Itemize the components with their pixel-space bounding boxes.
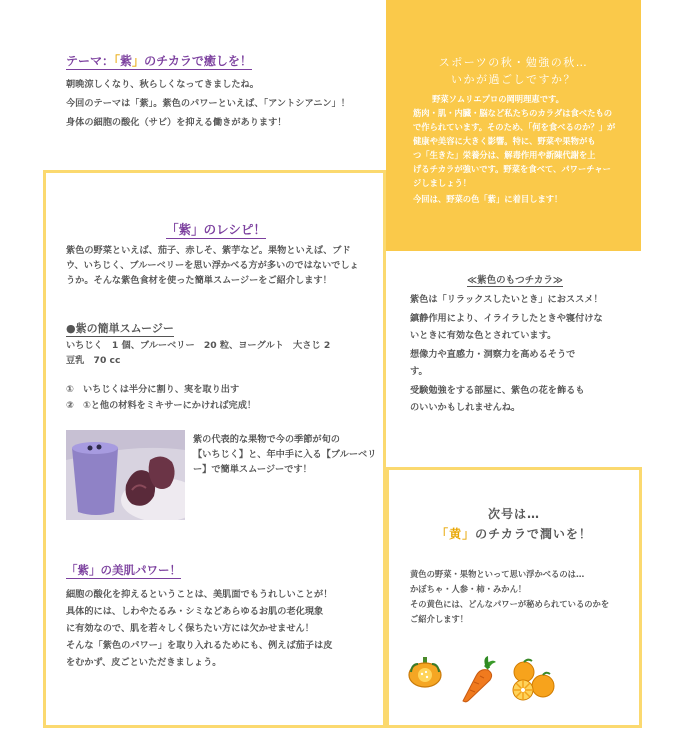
skin-body	[66, 586, 332, 671]
pumpkin-icon	[408, 656, 442, 692]
power-line-1: 紫色は「リラックスしたいとき」におススメ！	[410, 294, 603, 305]
next-title-keyword: 黄	[449, 527, 463, 541]
power-line-3: いときに有効な色とされています。	[410, 330, 557, 341]
theme-title-quote-close: 」	[132, 54, 145, 68]
next-line-3: その黄色には、どんなパワーが秘められているのかを	[410, 599, 610, 609]
smoothie-photo-illustration	[66, 430, 185, 520]
ingredient-line-1: いちじく 1 個、ブルーベリー 20 粒、ヨーグルト 大さじ 2	[66, 340, 331, 351]
next-title	[389, 504, 639, 544]
recipe-heading-text: 「紫」のレシピ！	[166, 222, 266, 237]
power-line-6: 受験勉強をする部屋に、紫色の花を飾るも	[410, 385, 585, 396]
power-line-7: のいいかもしれませんね。	[410, 402, 521, 413]
theme-title-text	[66, 54, 252, 70]
orange-icon	[508, 658, 556, 706]
intro-line-6: げるチカラが強いです。野菜を食べて、パワーチャー	[413, 164, 611, 174]
next-title-rest: のチカラで潤いを！	[475, 527, 592, 541]
intro-title	[386, 54, 641, 88]
next-line-4: ご紹介します！	[410, 614, 469, 624]
step-2: ② ①と他の材料をミキサーにかければ完成！	[66, 400, 257, 411]
theme-section	[66, 52, 376, 132]
recipe-intro-line-3: うか。そんな紫色食材を使った簡単スムージーをご紹介します！	[66, 275, 332, 286]
skin-line-3: に有効なので、肌を若々しく保ちたい方には欠かせません！	[66, 623, 314, 634]
photo-caption-line-3: ー】で簡単スムージーです！	[193, 464, 312, 475]
skin-heading-text: 「紫」の美肌パワー！	[66, 563, 181, 577]
skin-line-5: をむかず、皮ごといただきましょう。	[66, 657, 222, 668]
theme-title-keyword: 紫	[120, 54, 133, 68]
photo-caption-line-2: 【いちじく】と、年中手に入る【ブルーベリ	[193, 449, 377, 460]
intro-line-8: 今回は、野菜の色「紫」に着目します！	[413, 194, 563, 204]
next-title-line-2	[389, 524, 639, 544]
carrot-icon	[460, 656, 498, 708]
smoothie-title	[66, 320, 174, 336]
steps	[66, 382, 256, 414]
skin-line-4: そんな「紫色のパワー」を取り入れるためにも、例えば茄子は皮	[66, 640, 333, 651]
next-title-quote-open: 「	[436, 527, 450, 541]
power-line-2: 鎮静作用により、イライラしたときや寝付けな	[410, 313, 603, 324]
theme-title-quote-open: 「	[114, 54, 121, 68]
theme-line-1: 朝晩涼しくなり、秋らしくなってきましたね。	[66, 79, 259, 90]
smoothie-photo	[66, 430, 185, 520]
smoothie-title-text: ●紫の簡単スムージー	[66, 322, 174, 335]
theme-line-3: 身体の細胞の酸化（サビ）を抑える働きがあります！	[66, 117, 287, 128]
next-line-1: 黄色の野菜・果物といって思い浮かべるのは…	[410, 569, 585, 579]
power-line-4: 想像力や直感力・洞察力を高めるそうで	[410, 349, 576, 360]
step-1: ① いちじくは半分に割り、実を取り出す	[66, 384, 240, 395]
theme-title	[66, 52, 376, 69]
recipe-intro	[66, 243, 359, 288]
skin-heading	[66, 562, 181, 578]
next-title-quote-close: 」	[462, 527, 476, 541]
next-line-2: かぼちゃ・人参・柿・みかん！	[410, 584, 527, 594]
intro-line-2: 筋肉・肌・内臓・脳など私たちのカラダは食べたもの	[413, 108, 613, 118]
intro-line-3: で作られています。そのため、「何を食べるのか？」が	[413, 122, 616, 132]
photo-caption	[193, 432, 376, 477]
next-title-line-1: 次号は…	[487, 507, 540, 521]
ingredient-line-2: 豆乳 70 cc	[66, 355, 121, 366]
next-body	[410, 567, 609, 627]
theme-title-prefix: テーマ：	[66, 54, 115, 68]
power-body	[410, 291, 603, 416]
ingredients	[66, 338, 330, 368]
recipe-heading	[66, 220, 366, 238]
intro-line-4: 健康や美容に大きく影響。特に、野菜や果物がも	[413, 136, 596, 146]
intro-line-7: ジしましょう！	[413, 178, 472, 188]
photo-caption-line-1: 紫の代表的な果物で今の季節が旬の	[193, 434, 340, 445]
skin-line-2: 具体的には、しわやたるみ・シミなどあらゆるお肌の老化現象	[66, 606, 324, 617]
power-line-5: す。	[410, 366, 428, 377]
intro-line-1: 野菜ソムリエプロの岡明理恵です。	[432, 94, 564, 104]
intro-title-line-2: いかが過ごしですか？	[451, 73, 576, 86]
power-heading-text: ≪紫色のもつチカラ≫	[467, 275, 563, 286]
recipe-intro-line-2: ウ、いちじく、ブルーベリーを思い浮かべる方が多いのではないでしょ	[66, 260, 359, 271]
intro-line-5: つ「生きた」栄養分は、解毒作用や新陳代謝を上	[413, 150, 596, 160]
skin-line-1: 細胞の酸化を抑えるということは、美肌面でもうれしいことが！	[66, 589, 333, 600]
theme-title-rest: のチカラで癒しを！	[144, 54, 252, 68]
theme-line-2: 今回のテーマは「紫」。紫色のパワーといえば、「アントシアニン」！	[66, 98, 350, 109]
intro-box	[386, 0, 641, 251]
power-heading	[410, 272, 620, 286]
intro-title-line-1: スポーツの秋・勉強の秋…	[438, 56, 589, 69]
recipe-intro-line-1: 紫色の野菜といえば、茄子、赤しそ、紫芋など。果物といえば、ブド	[66, 245, 351, 256]
